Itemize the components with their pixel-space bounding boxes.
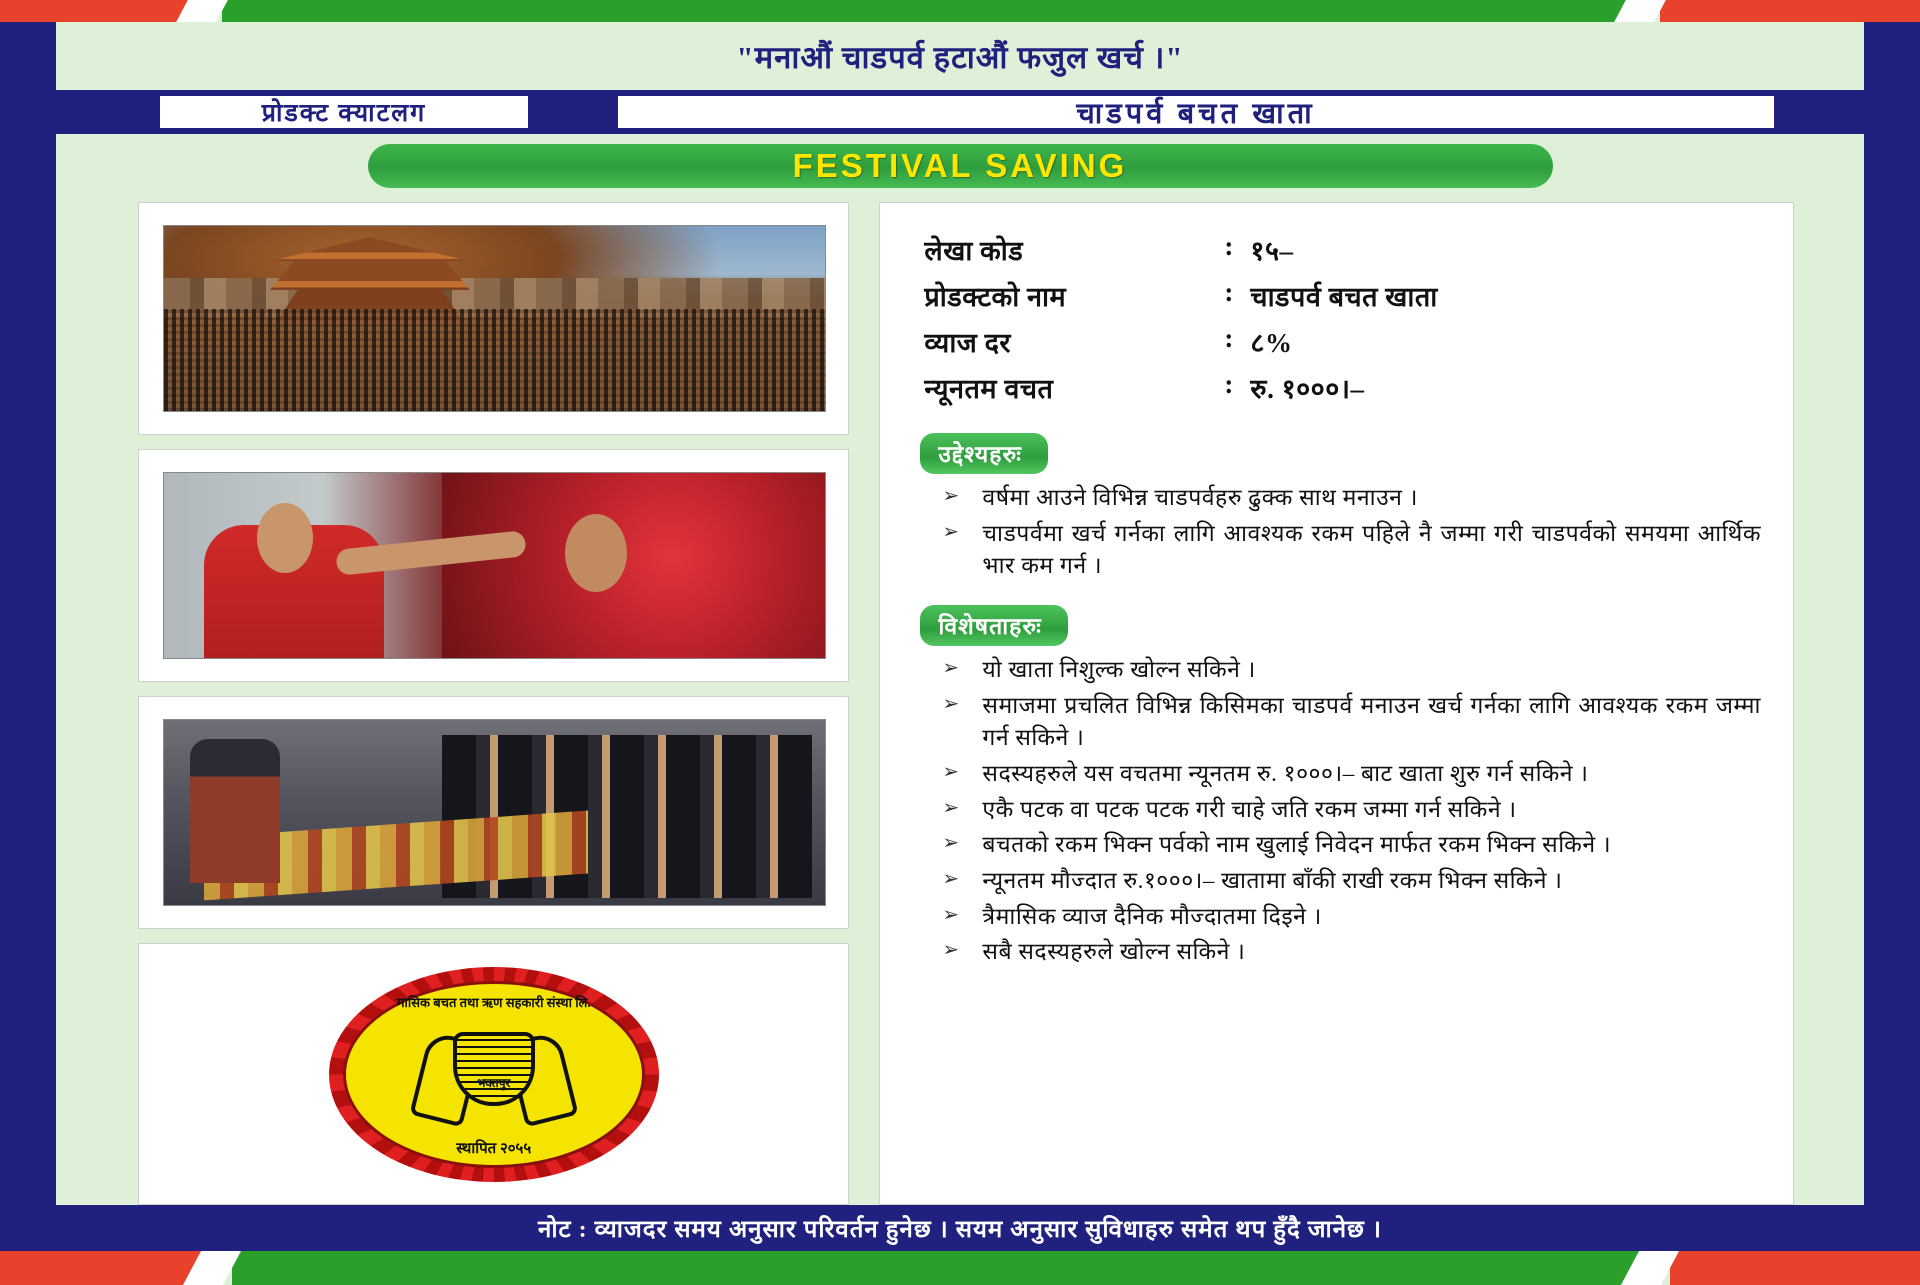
- product-info-table: [924, 231, 1767, 406]
- objectives-heading: उद्देश्यहरुः: [920, 433, 1047, 474]
- feature-text-7: त्रैमासिक व्याज दैनिक मौज्दातमा दिइने ।: [982, 903, 1322, 929]
- arrow-bullet-icon: ➢: [942, 656, 960, 679]
- info-colon-2: :: [1224, 323, 1234, 353]
- arrow-bullet-icon: ➢: [942, 485, 960, 507]
- catalog-label-box: प्रोडक्ट क्याटलग: [158, 94, 530, 130]
- banner-wrapper: [56, 144, 1864, 188]
- feature-text-1: यो खाता निशुल्क खोल्न सकिने ।: [982, 656, 1256, 682]
- right-navy-border: [1864, 22, 1920, 1251]
- stripe-red-right: [1660, 0, 1920, 22]
- info-row-account-code: [924, 231, 1767, 268]
- stripe-red-bottom-left: [0, 1251, 210, 1285]
- list-item: [928, 690, 1761, 755]
- left-image-column: [138, 202, 849, 1205]
- footer-note-text: नोट : व्याजदर समय अनुसार परिवर्तन हुनेछ । सयम अनुसार सुविधाहरु समेत थप हुँदै जानेछ ।: [538, 1216, 1382, 1243]
- photo-community-feast-gathering: [163, 719, 826, 906]
- objective-text-2: चाडपर्वमा खर्च गर्नका लागि आवश्यक रकम पहिले नै जम्मा गरी चाडपर्वको समयमा आर्थिक भार कम गर्न ।: [982, 520, 1761, 579]
- logo-top-text: मासिक बचत तथा ऋण सहकारी संस्था लि.: [396, 994, 591, 1010]
- header-bar: [56, 90, 1864, 134]
- feature-text-8: सबै सदस्यहरुले खोल्न सकिने ।: [982, 939, 1246, 965]
- info-label-product-name: प्रोडक्टको नाम: [924, 282, 1067, 312]
- info-colon-1: :: [1224, 277, 1234, 307]
- arrow-bullet-icon: ➢: [942, 867, 960, 890]
- logo-card: [138, 943, 849, 1205]
- photo1-crowd: [164, 309, 825, 411]
- list-item: [928, 936, 1761, 969]
- feature-text-6: न्यूनतम मौज्दात रु.१०००।– खातामा बाँकी राखी रकम भिक्न सकिने ।: [982, 867, 1563, 893]
- stripe-red-bottom-right: [1670, 1251, 1920, 1285]
- objectives-list: [910, 482, 1767, 583]
- arrow-bullet-icon: ➢: [942, 760, 960, 783]
- photo2-red-sari: [442, 473, 826, 658]
- festival-saving-banner: FESTIVAL SAVING: [368, 144, 1553, 188]
- photo-women-applying-tika: [163, 472, 826, 659]
- list-item: [928, 654, 1761, 687]
- list-item: [928, 829, 1761, 862]
- feature-text-4: एकै पटक वा पटक पटक गरी चाहे जति रकम जम्मा गर्न सकिने ।: [982, 796, 1517, 822]
- logo-emblem: [419, 1026, 569, 1122]
- logo-bottom-text: स्थापित २०५५: [456, 1140, 532, 1157]
- logo-middle-text: भक्तपुर: [476, 1076, 511, 1090]
- product-title-box: चाडपर्व बचत खाता: [616, 94, 1776, 130]
- right-details-column: [879, 202, 1794, 1205]
- info-row-minimum-saving: [924, 369, 1767, 406]
- arrow-bullet-icon: ➢: [942, 903, 960, 926]
- stripe-green-main: [222, 0, 1638, 22]
- info-label-minimum-saving: न्यूनतम वचत: [924, 374, 1054, 404]
- photo2-face-right: [565, 514, 627, 592]
- stripe-red-left: [0, 0, 200, 22]
- photo2-face-left: [257, 503, 313, 573]
- photo3-server: [190, 739, 280, 883]
- info-label-account-code: लेखा कोड: [924, 236, 1024, 266]
- info-value-product-name: चाडपर्व बचत खाता: [1250, 282, 1438, 312]
- info-value-account-code: १५–: [1250, 236, 1294, 266]
- cooperative-logo: [329, 967, 659, 1182]
- info-value-interest-rate: ८%: [1250, 328, 1293, 358]
- info-value-minimum-saving: रु. १०००।–: [1250, 374, 1365, 404]
- list-item: [928, 901, 1761, 934]
- photo-card-2: [138, 449, 849, 682]
- arrow-bullet-icon: ➢: [942, 939, 960, 962]
- body-columns: [56, 188, 1864, 1205]
- arrow-bullet-icon: ➢: [942, 520, 960, 543]
- photo-temple-square-festival-crowd: [163, 225, 826, 412]
- info-label-interest-rate: व्याज दर: [924, 328, 1011, 358]
- footer-note-bar: [56, 1205, 1864, 1251]
- arrow-bullet-icon: ➢: [942, 832, 960, 855]
- left-navy-border: [0, 22, 56, 1251]
- slogan-text: "मनाऔं चाडपर्व हटाऔं फजुल खर्च ।": [736, 40, 1184, 75]
- arrow-bullet-icon: ➢: [942, 796, 960, 819]
- info-colon-0: :: [1224, 231, 1234, 261]
- list-item: [928, 794, 1761, 827]
- features-list: [910, 654, 1767, 969]
- list-item: [928, 518, 1761, 583]
- feature-text-3: सदस्यहरुले यस वचतमा न्यूनतम रु. १०००।– बाट खाता शुरु गर्न सकिने ।: [982, 760, 1589, 786]
- photo-card-3: [138, 696, 849, 929]
- feature-text-5: बचतको रकम भिक्न पर्वको नाम खुलाई निवेदन मार्फत रकम भिक्न सकिने ।: [982, 832, 1612, 858]
- stripe-green-bottom: [232, 1251, 1648, 1285]
- objective-text-1: वर्षमा आउने विभिन्न चाडपर्वहरु ढुक्क साथ मनाउन ।: [982, 485, 1418, 510]
- arrow-bullet-icon: ➢: [942, 692, 960, 715]
- list-item: [928, 865, 1761, 898]
- top-decorative-stripe: [0, 0, 1920, 22]
- info-row-product-name: [924, 277, 1767, 314]
- bottom-decorative-stripe: [0, 1251, 1920, 1285]
- list-item: [928, 482, 1761, 515]
- content-area: [56, 22, 1864, 1251]
- list-item: [928, 758, 1761, 791]
- features-heading: विशेषताहरुः: [920, 605, 1067, 646]
- info-colon-3: :: [1224, 369, 1234, 399]
- photo-card-1: [138, 202, 849, 435]
- info-row-interest-rate: [924, 323, 1767, 360]
- feature-text-2: समाजमा प्रचलित विभिन्न किसिमका चाडपर्व मनाउन खर्च गर्नका लागि आवश्यक रकम जम्मा गर्न सकिने ।: [982, 692, 1761, 751]
